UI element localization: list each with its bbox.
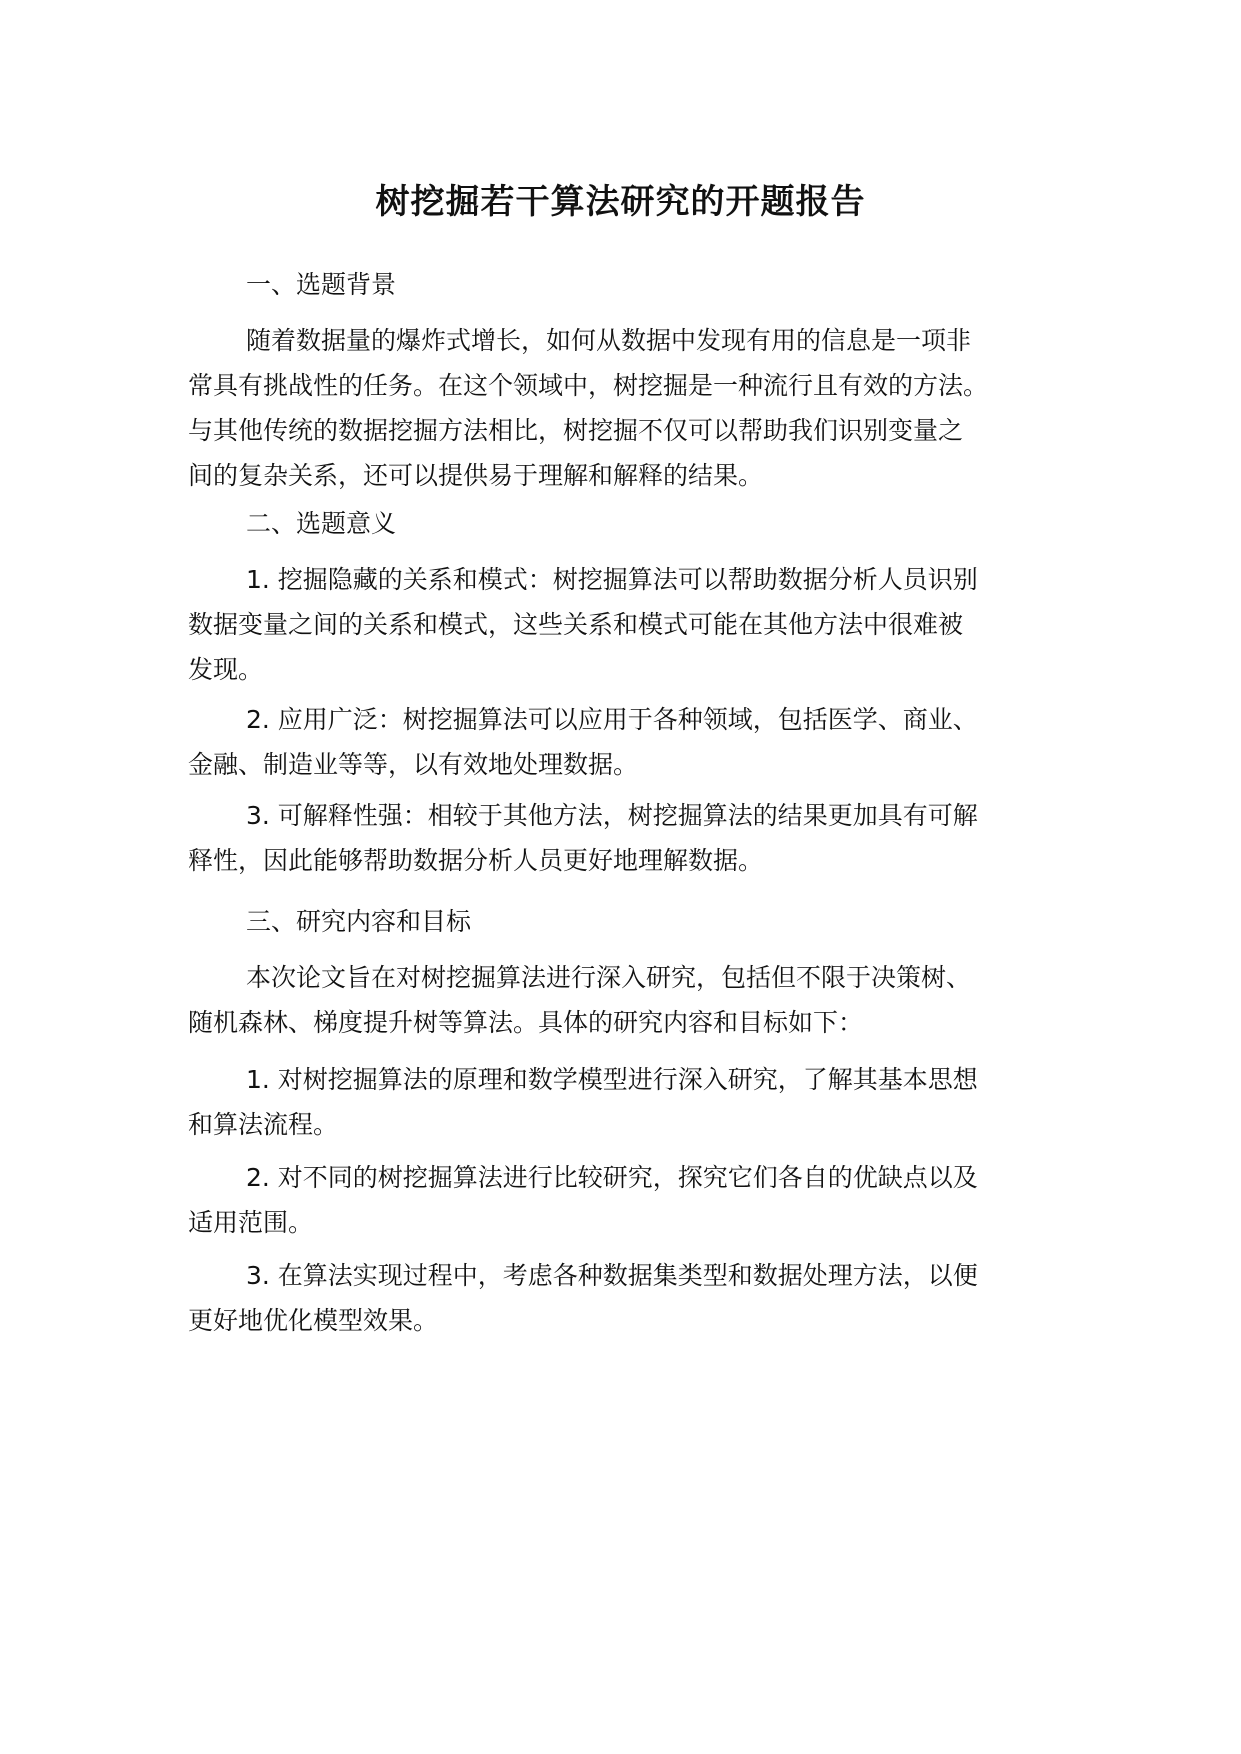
text-line: 发现。 (188, 655, 264, 684)
paragraph-content-goals (188, 955, 1050, 1045)
text-line: 2. 应用广泛：树挖掘算法可以应用于各种领域，包括医学、商业、 (246, 705, 978, 734)
list-item-goal-1 (188, 1057, 1050, 1147)
text-line: 一、选题背景 (246, 270, 397, 299)
text-line: 随着数据量的爆炸式增长，如何从数据中发现有用的信息是一项非 (246, 326, 972, 355)
list-item-significance-3 (188, 793, 1050, 883)
list-item-goal-2 (188, 1155, 1050, 1245)
text-line: 2. 对不同的树挖掘算法进行比较研究，探究它们各自的优缺点以及 (246, 1163, 978, 1192)
text-line: 三、研究内容和目标 (246, 907, 472, 936)
text-line: 更好地优化模型效果。 (188, 1306, 439, 1335)
list-item-significance-1 (188, 557, 1050, 692)
text-line: 和算法流程。 (188, 1110, 339, 1139)
text-line: 与其他传统的数据挖掘方法相比，树挖掘不仅可以帮助我们识别变量之 (188, 416, 964, 445)
section-heading-content-goals (188, 899, 1050, 944)
text-line: 释性，因此能够帮助数据分析人员更好地理解数据。 (188, 846, 764, 875)
section-heading-background (188, 262, 1050, 307)
text-line: 1. 对树挖掘算法的原理和数学模型进行深入研究，了解其基本思想 (246, 1065, 978, 1094)
text-line: 随机森林、梯度提升树等算法。具体的研究内容和目标如下： (188, 1008, 864, 1037)
text-line: 本次论文旨在对树挖掘算法进行深入研究，包括但不限于决策树、 (246, 963, 972, 992)
text-line: 金融、制造业等等，以有效地处理数据。 (188, 750, 639, 779)
text-line: 二、选题意义 (246, 509, 397, 538)
text-line: 3. 在算法实现过程中，考虑各种数据集类型和数据处理方法，以便 (246, 1261, 978, 1290)
section-heading-significance (188, 501, 1050, 546)
text-line: 数据变量之间的关系和模式，这些关系和模式可能在其他方法中很难被 (188, 610, 964, 639)
list-item-goal-3 (188, 1253, 1050, 1343)
text-line: 适用范围。 (188, 1208, 314, 1237)
text-line: 3. 可解释性强：相较于其他方法，树挖掘算法的结果更加具有可解 (246, 801, 978, 830)
text-line: 间的复杂关系，还可以提供易于理解和解释的结果。 (188, 461, 764, 490)
list-item-significance-2 (188, 697, 1050, 787)
text-line: 1. 挖掘隐藏的关系和模式：树挖掘算法可以帮助数据分析人员识别 (246, 565, 978, 594)
document-title: 树挖掘若干算法研究的开题报告 (375, 182, 866, 222)
paragraph-background (188, 318, 1050, 498)
text-line: 常具有挑战性的任务。在这个领域中，树挖掘是一种流行且有效的方法。 (188, 371, 989, 400)
